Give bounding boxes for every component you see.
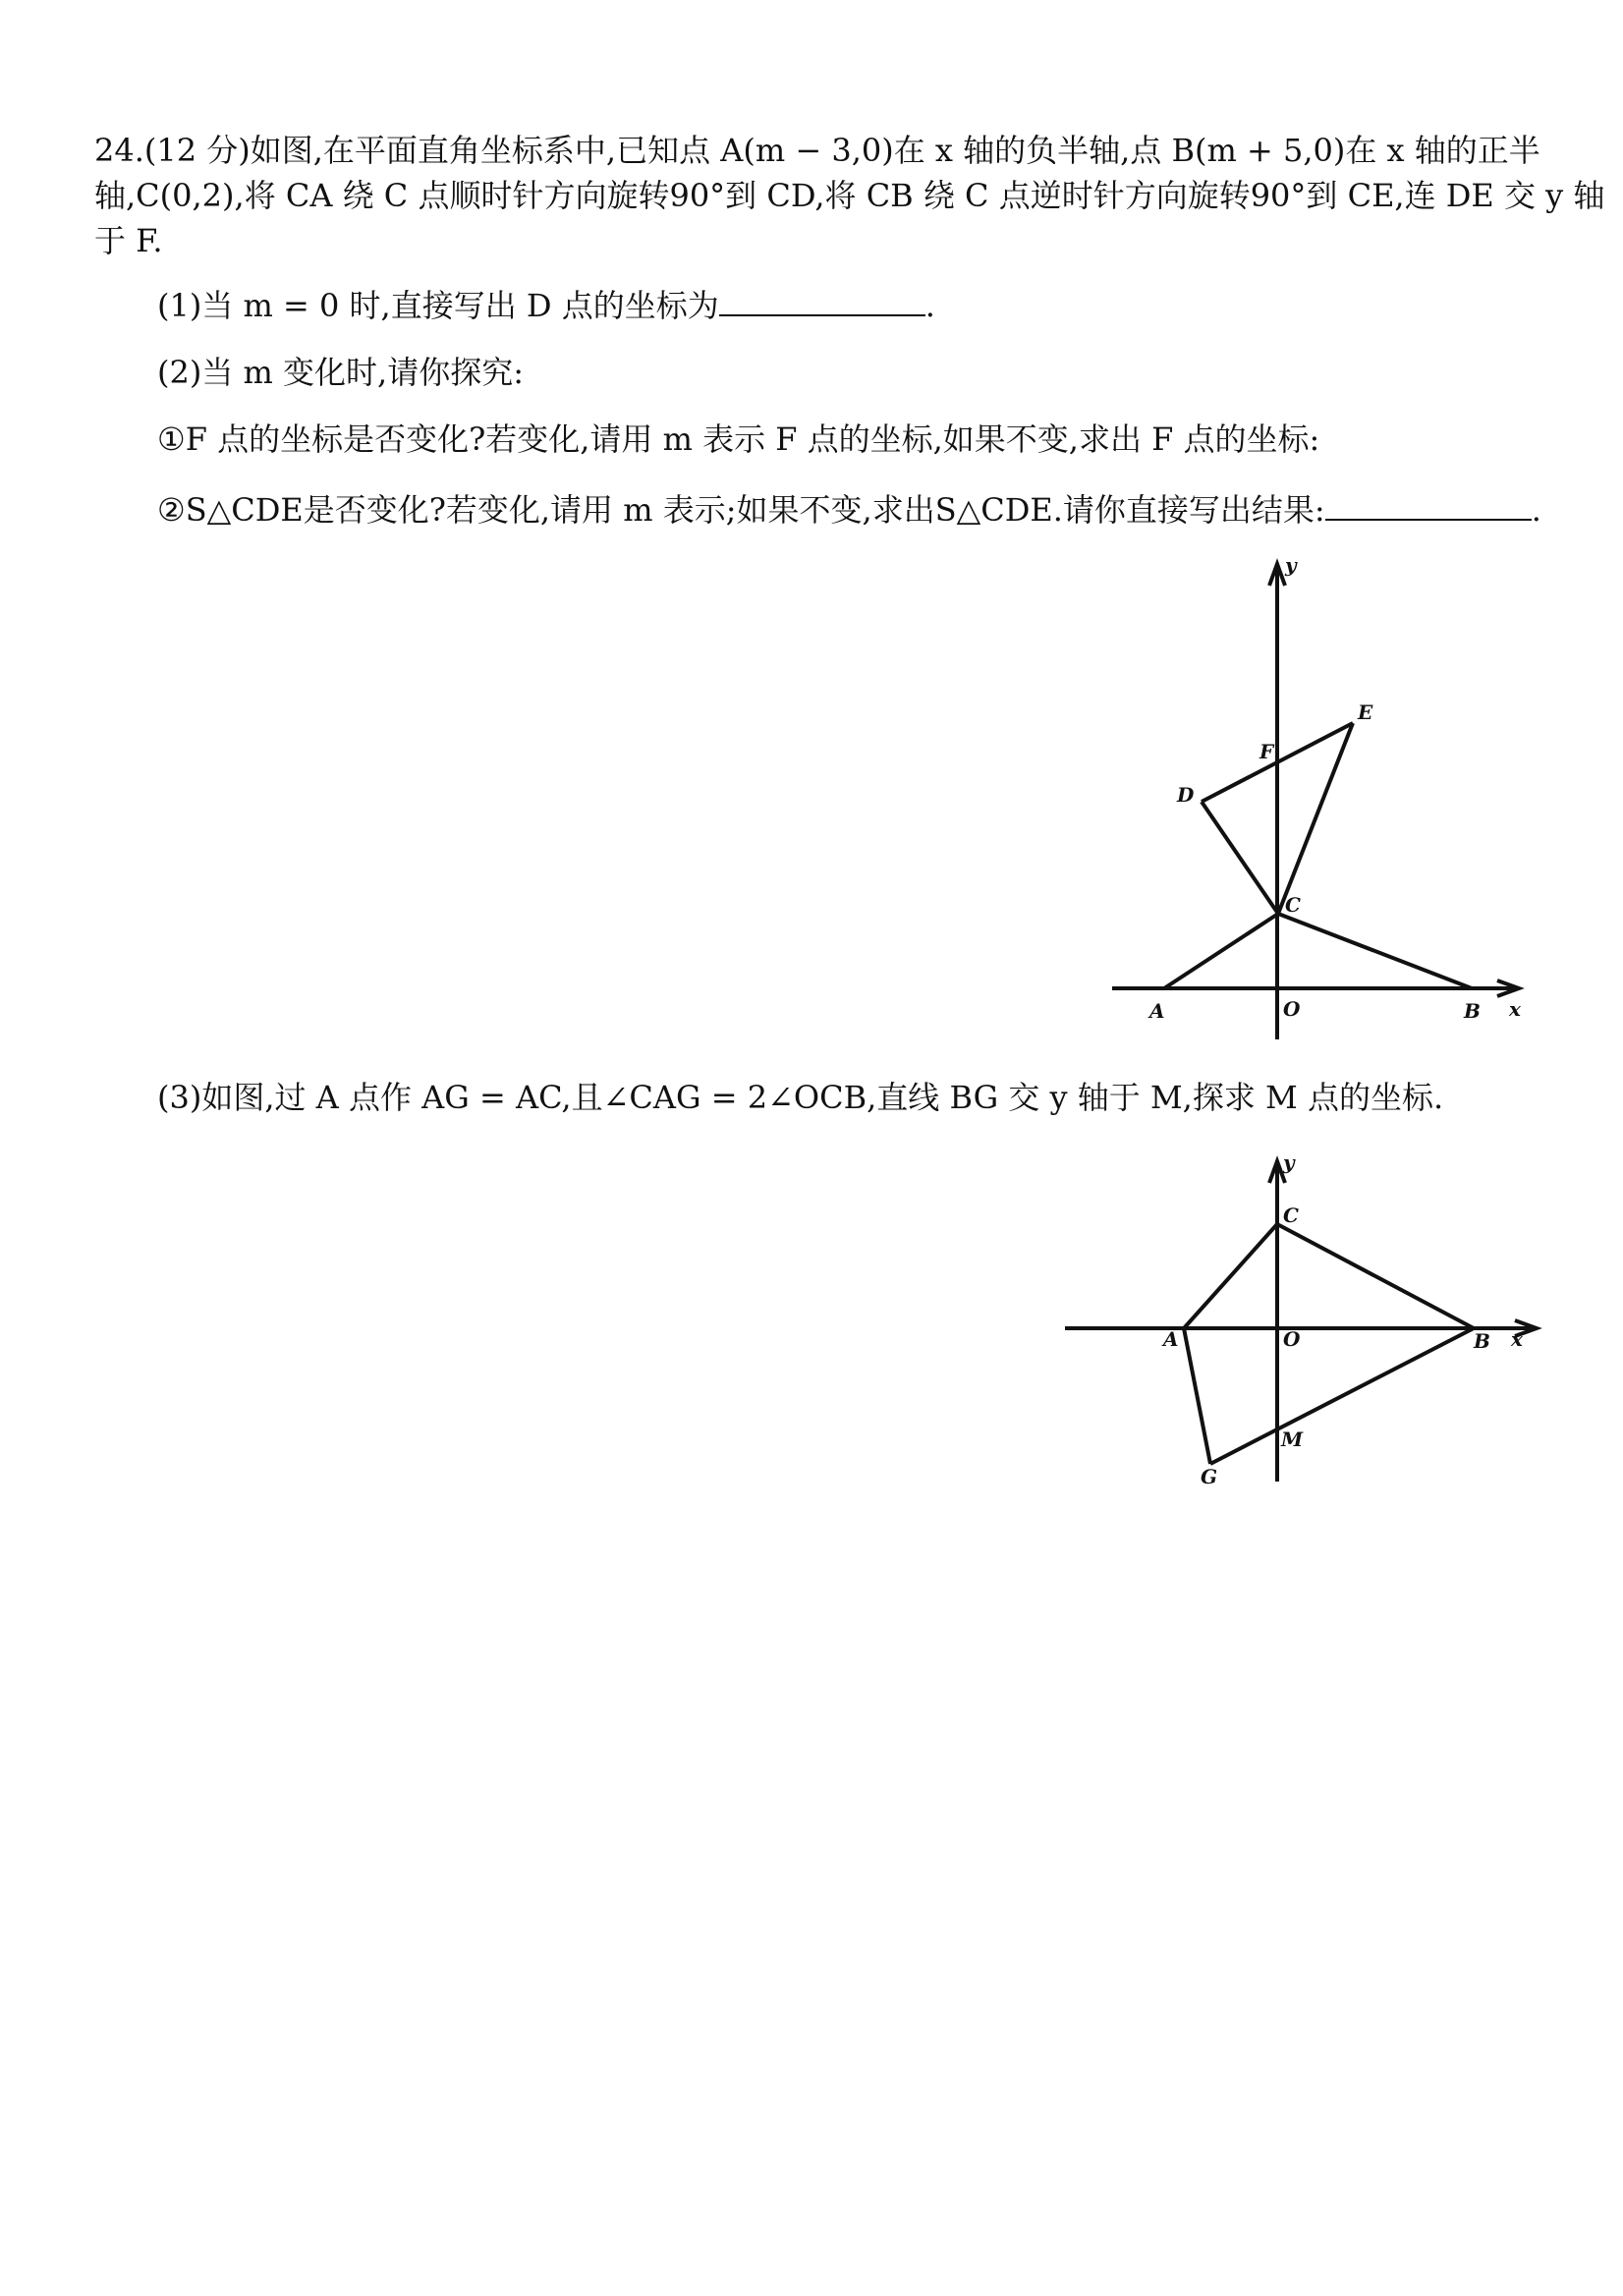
figure-2-label-x: x [1511, 1327, 1523, 1351]
figure-1-label-y: y [1285, 553, 1297, 577]
segment-AC [1184, 1224, 1277, 1328]
problem-line-3: 于 F. [94, 222, 163, 259]
question-3: (3)如图,过 A 点作 AG = AC,且∠CAG = 2∠OCB,直线 BG 交 y 轴于 M,探求 M 点的坐标. [157, 1079, 1444, 1116]
question-2-part-2 [157, 485, 1541, 532]
figure-1-label-C: C [1285, 893, 1301, 917]
figure-1-label-x: x [1509, 997, 1521, 1021]
figure-1-label-E: E [1358, 700, 1373, 724]
figure-1-label-B: B [1464, 999, 1481, 1023]
figure-2-label-A: A [1163, 1327, 1179, 1351]
question-1-period: . [924, 287, 935, 324]
figure-2-label-O: O [1283, 1327, 1301, 1351]
segment-AG [1184, 1328, 1210, 1464]
question-2-part-2-period: . [1531, 491, 1541, 529]
segment-GB [1210, 1328, 1474, 1464]
figure-2-label-G: G [1201, 1465, 1218, 1488]
problem-line-2: 轴,C(0,2),将 CA 绕 C 点顺时针方向旋转90°到 CD,将 CB 绕 C 点逆时针方向旋转90°到 CE,连 DE 交 y 轴 [94, 177, 1605, 214]
figure-2-label-C: C [1283, 1204, 1299, 1227]
figure-1 [1100, 550, 1533, 1051]
segment-CE [1278, 723, 1353, 914]
segment-CA [1164, 914, 1278, 988]
figure-1-label-A: A [1149, 999, 1165, 1023]
figure-2 [1061, 1149, 1552, 1493]
question-2: (2)当 m 变化时,请你探究: [157, 354, 524, 391]
question-2-part-1: ①F 点的坐标是否变化?若变化,请用 m 表示 F 点的坐标,如果不变,求出 F 点的坐标: [157, 420, 1320, 458]
answer-blank-2[interactable] [1325, 485, 1532, 521]
problem-line-1: 24.(12 分)如图,在平面直角坐标系中,已知点 A(m − 3,0)在 x 轴的负半轴,点 B(m + 5,0)在 x 轴的正半 [94, 132, 1540, 169]
figure-1-label-D: D [1177, 783, 1195, 807]
segment-CB [1278, 914, 1472, 988]
figure-2-label-B: B [1474, 1329, 1490, 1353]
figure-1-label-O: O [1283, 997, 1301, 1021]
figure-2-label-y: y [1283, 1150, 1295, 1174]
segment-CB [1277, 1224, 1474, 1328]
figure-2-label-M: M [1281, 1428, 1304, 1451]
question-2-part-2-text: ②S△CDE是否变化?若变化,请用 m 表示;如果不变,求出S△CDE.请你直接写出结果: [157, 491, 1325, 529]
answer-blank-1[interactable] [719, 281, 925, 316]
segment-CD [1202, 802, 1278, 914]
figure-1-label-F: F [1259, 740, 1274, 763]
question-1-text: (1)当 m = 0 时,直接写出 D 点的坐标为 [157, 287, 719, 324]
question-1 [157, 281, 935, 328]
